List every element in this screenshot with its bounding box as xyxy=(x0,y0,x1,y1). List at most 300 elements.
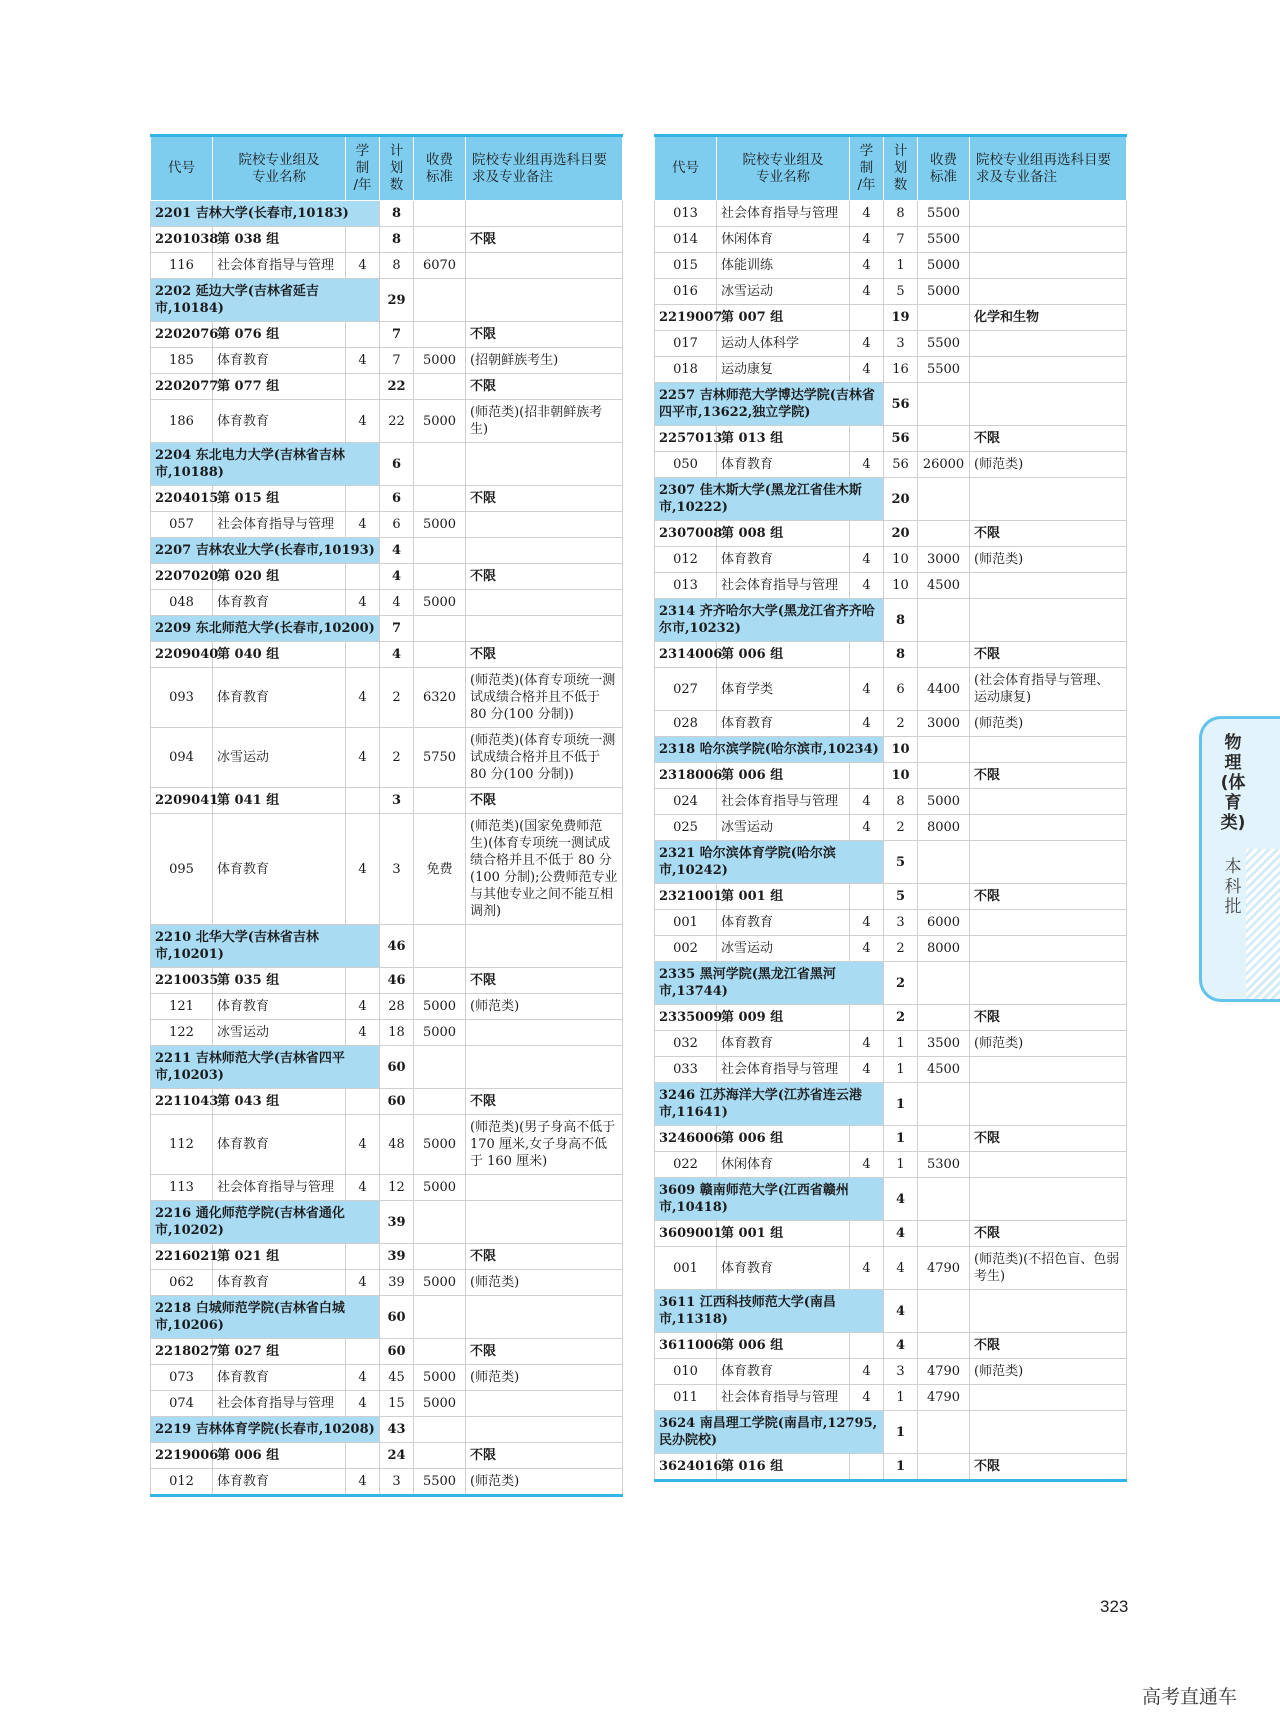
group-row xyxy=(151,968,623,994)
major-code: 093 xyxy=(151,668,213,728)
group-code: 2318006 xyxy=(655,763,717,789)
group-years xyxy=(346,322,380,348)
major-plan: 18 xyxy=(380,1020,414,1046)
major-row xyxy=(655,201,1127,227)
section-side-tab xyxy=(1199,716,1280,1002)
major-fee: 4400 xyxy=(918,668,970,711)
university-fee xyxy=(918,1290,970,1333)
university-plan: 39 xyxy=(380,1201,414,1244)
university-row xyxy=(655,599,1127,642)
group-plan: 8 xyxy=(380,227,414,253)
major-name: 体育教育 xyxy=(717,1247,850,1290)
major-name: 社会体育指导与管理 xyxy=(213,512,346,538)
major-years: 4 xyxy=(850,227,884,253)
group-name: 第 076 组 xyxy=(213,322,346,348)
university-name: 2216 通化师范学院(吉林省通化市,10202) xyxy=(151,1201,380,1244)
major-notes xyxy=(970,253,1127,279)
major-plan: 5 xyxy=(884,279,918,305)
group-years xyxy=(850,1005,884,1031)
university-row xyxy=(655,1178,1127,1221)
group-requirement: 不限 xyxy=(970,884,1127,910)
group-code: 2211043 xyxy=(151,1089,213,1115)
group-plan: 4 xyxy=(380,564,414,590)
university-plan: 7 xyxy=(380,616,414,642)
admission-table-right xyxy=(654,134,1127,1482)
major-name: 体育教育 xyxy=(717,547,850,573)
group-code: 2201038 xyxy=(151,227,213,253)
major-name: 体育学类 xyxy=(717,668,850,711)
group-years xyxy=(346,374,380,400)
group-fee xyxy=(414,1244,466,1270)
major-row xyxy=(655,815,1127,841)
group-years xyxy=(850,1454,884,1481)
major-plan: 1 xyxy=(884,1152,918,1178)
major-years: 4 xyxy=(850,1385,884,1411)
major-name: 体育教育 xyxy=(717,910,850,936)
university-row xyxy=(655,1290,1127,1333)
major-name: 社会体育指导与管理 xyxy=(213,1391,346,1417)
major-code: 025 xyxy=(655,815,717,841)
major-row xyxy=(655,279,1127,305)
major-years: 4 xyxy=(850,815,884,841)
university-row xyxy=(151,279,623,322)
major-code: 028 xyxy=(655,711,717,737)
major-notes xyxy=(970,201,1127,227)
university-fee xyxy=(414,1046,466,1089)
university-name: 2257 吉林师范大学博达学院(吉林省四平市,13622,独立学院) xyxy=(655,383,884,426)
header-years: 学 制 /年 xyxy=(850,136,884,201)
table-body xyxy=(655,201,1127,1481)
major-name: 休闲体育 xyxy=(717,1152,850,1178)
university-notes xyxy=(970,737,1127,763)
university-row xyxy=(151,1417,623,1443)
major-row xyxy=(655,253,1127,279)
university-name: 2318 哈尔滨学院(哈尔滨市,10234) xyxy=(655,737,884,763)
university-plan: 8 xyxy=(884,599,918,642)
group-name: 第 008 组 xyxy=(717,521,850,547)
major-fee: 5000 xyxy=(918,253,970,279)
major-name: 社会体育指导与管理 xyxy=(213,253,346,279)
group-row xyxy=(151,642,623,668)
university-fee xyxy=(918,1411,970,1454)
major-notes: (师范类)(不招色盲、色弱考生) xyxy=(970,1247,1127,1290)
university-name: 3246 江苏海洋大学(江苏省连云港市,11641) xyxy=(655,1083,884,1126)
group-row xyxy=(151,564,623,590)
major-years: 4 xyxy=(850,452,884,478)
major-notes: (师范类) xyxy=(970,452,1127,478)
major-years: 4 xyxy=(850,573,884,599)
university-notes xyxy=(970,1178,1127,1221)
major-row xyxy=(655,936,1127,962)
major-years: 4 xyxy=(346,1175,380,1201)
major-code: 033 xyxy=(655,1057,717,1083)
major-name: 体育教育 xyxy=(213,590,346,616)
major-row xyxy=(655,573,1127,599)
university-notes xyxy=(970,1290,1127,1333)
major-code: 013 xyxy=(655,201,717,227)
major-fee: 5000 xyxy=(414,1115,466,1175)
group-requirement: 不限 xyxy=(466,1339,623,1365)
group-name: 第 027 组 xyxy=(213,1339,346,1365)
major-plan: 2 xyxy=(884,936,918,962)
group-row xyxy=(655,642,1127,668)
major-plan: 3 xyxy=(884,331,918,357)
group-name: 第 015 组 xyxy=(213,486,346,512)
major-row xyxy=(655,1385,1127,1411)
group-code: 2202076 xyxy=(151,322,213,348)
group-years xyxy=(850,763,884,789)
major-fee: 5500 xyxy=(918,357,970,383)
header-fee: 收费 标准 xyxy=(918,136,970,201)
group-fee xyxy=(414,788,466,814)
group-plan: 4 xyxy=(884,1221,918,1247)
major-years: 4 xyxy=(346,728,380,788)
university-name: 2218 白城师范学院(吉林省白城市,10206) xyxy=(151,1296,380,1339)
university-fee xyxy=(918,962,970,1005)
group-code: 2307008 xyxy=(655,521,717,547)
group-requirement: 不限 xyxy=(970,1126,1127,1152)
header-name: 院校专业组及 专业名称 xyxy=(717,136,850,201)
major-fee: 5000 xyxy=(414,1020,466,1046)
group-requirement: 不限 xyxy=(970,1454,1127,1481)
major-years: 4 xyxy=(346,814,380,925)
major-plan: 3 xyxy=(380,1469,414,1496)
group-years xyxy=(346,564,380,590)
group-row xyxy=(655,1454,1127,1481)
group-fee xyxy=(918,426,970,452)
major-name: 体育教育 xyxy=(213,1270,346,1296)
major-fee: 5000 xyxy=(414,1365,466,1391)
major-row xyxy=(151,400,623,443)
major-name: 社会体育指导与管理 xyxy=(213,1175,346,1201)
university-notes xyxy=(466,616,623,642)
header-notes: 院校专业组再选科目要 求及专业备注 xyxy=(970,136,1127,201)
group-plan: 7 xyxy=(380,322,414,348)
group-requirement: 不限 xyxy=(466,642,623,668)
university-name: 2314 齐齐哈尔大学(黑龙江省齐齐哈尔市,10232) xyxy=(655,599,884,642)
group-row xyxy=(151,486,623,512)
major-name: 体育教育 xyxy=(213,400,346,443)
group-plan: 6 xyxy=(380,486,414,512)
major-row xyxy=(151,728,623,788)
major-notes xyxy=(466,1175,623,1201)
major-plan: 3 xyxy=(884,910,918,936)
university-name: 2307 佳木斯大学(黑龙江省佳木斯市,10222) xyxy=(655,478,884,521)
group-code: 2209040 xyxy=(151,642,213,668)
major-code: 122 xyxy=(151,1020,213,1046)
university-row xyxy=(655,478,1127,521)
university-notes xyxy=(970,841,1127,884)
major-plan: 56 xyxy=(884,452,918,478)
major-years: 4 xyxy=(850,668,884,711)
university-row xyxy=(655,962,1127,1005)
major-fee: 3500 xyxy=(918,1031,970,1057)
group-years xyxy=(346,968,380,994)
group-years xyxy=(346,1244,380,1270)
major-code: 024 xyxy=(655,789,717,815)
major-plan: 2 xyxy=(884,711,918,737)
major-plan: 3 xyxy=(884,1359,918,1385)
group-name: 第 038 组 xyxy=(213,227,346,253)
group-plan: 1 xyxy=(884,1454,918,1481)
major-name: 社会体育指导与管理 xyxy=(717,201,850,227)
major-years: 4 xyxy=(850,253,884,279)
major-code: 018 xyxy=(655,357,717,383)
major-plan: 1 xyxy=(884,253,918,279)
header-plan: 计 划 数 xyxy=(884,136,918,201)
major-years: 4 xyxy=(850,331,884,357)
major-notes xyxy=(466,512,623,538)
header-code: 代号 xyxy=(655,136,717,201)
major-plan: 10 xyxy=(884,573,918,599)
major-years: 4 xyxy=(850,357,884,383)
major-row xyxy=(151,1270,623,1296)
major-code: 017 xyxy=(655,331,717,357)
major-name: 社会体育指导与管理 xyxy=(717,1385,850,1411)
side-tab-primary: 物理(体育类) xyxy=(1220,733,1246,833)
major-notes: (师范类) xyxy=(970,711,1127,737)
group-name: 第 007 组 xyxy=(717,305,850,331)
group-row xyxy=(655,426,1127,452)
major-notes xyxy=(970,1152,1127,1178)
university-name: 2202 延边大学(吉林省延吉市,10184) xyxy=(151,279,380,322)
group-row xyxy=(151,788,623,814)
group-requirement: 不限 xyxy=(466,374,623,400)
major-years: 4 xyxy=(346,1365,380,1391)
major-years: 4 xyxy=(850,1031,884,1057)
major-name: 社会体育指导与管理 xyxy=(717,573,850,599)
major-row xyxy=(151,1391,623,1417)
major-fee: 3000 xyxy=(918,711,970,737)
major-notes xyxy=(970,279,1127,305)
group-row xyxy=(151,227,623,253)
university-notes xyxy=(466,925,623,968)
major-plan: 8 xyxy=(380,253,414,279)
group-years xyxy=(850,1126,884,1152)
major-fee: 5000 xyxy=(414,1391,466,1417)
major-code: 057 xyxy=(151,512,213,538)
group-plan: 60 xyxy=(380,1339,414,1365)
major-code: 016 xyxy=(655,279,717,305)
group-years xyxy=(850,1333,884,1359)
major-row xyxy=(655,711,1127,737)
group-years xyxy=(346,227,380,253)
group-code: 3611006 xyxy=(655,1333,717,1359)
group-code: 3624016 xyxy=(655,1454,717,1481)
major-fee: 5000 xyxy=(414,400,466,443)
major-code: 014 xyxy=(655,227,717,253)
group-fee xyxy=(414,564,466,590)
group-name: 第 043 组 xyxy=(213,1089,346,1115)
major-fee: 5000 xyxy=(918,279,970,305)
group-fee xyxy=(414,1339,466,1365)
group-plan: 10 xyxy=(884,763,918,789)
group-plan: 20 xyxy=(884,521,918,547)
major-years: 4 xyxy=(346,590,380,616)
header-years: 学 制 /年 xyxy=(346,136,380,201)
major-years: 4 xyxy=(346,1115,380,1175)
major-years: 4 xyxy=(346,1020,380,1046)
university-name: 2335 黑河学院(黑龙江省黑河市,13744) xyxy=(655,962,884,1005)
major-plan: 4 xyxy=(884,1247,918,1290)
admission-table-left xyxy=(150,134,623,1497)
university-fee xyxy=(414,1296,466,1339)
major-code: 027 xyxy=(655,668,717,711)
group-row xyxy=(655,1126,1127,1152)
group-requirement: 不限 xyxy=(466,227,623,253)
major-fee: 6320 xyxy=(414,668,466,728)
major-name: 体育教育 xyxy=(717,452,850,478)
major-row xyxy=(655,547,1127,573)
group-requirement: 不限 xyxy=(466,788,623,814)
university-fee xyxy=(918,1083,970,1126)
major-fee: 5500 xyxy=(918,331,970,357)
group-plan: 60 xyxy=(380,1089,414,1115)
major-code: 015 xyxy=(655,253,717,279)
group-plan: 19 xyxy=(884,305,918,331)
major-code: 062 xyxy=(151,1270,213,1296)
major-notes: (师范类) xyxy=(466,994,623,1020)
university-notes xyxy=(970,1411,1127,1454)
university-fee xyxy=(414,925,466,968)
group-row xyxy=(655,1005,1127,1031)
university-name: 3611 江西科技师范大学(南昌市,11318) xyxy=(655,1290,884,1333)
major-code: 012 xyxy=(151,1469,213,1496)
side-tab-secondary: 本科批 xyxy=(1224,857,1242,917)
university-fee xyxy=(414,538,466,564)
group-code: 2321001 xyxy=(655,884,717,910)
major-code: 022 xyxy=(655,1152,717,1178)
group-fee xyxy=(414,227,466,253)
header-fee: 收费 标准 xyxy=(414,136,466,201)
major-plan: 1 xyxy=(884,1385,918,1411)
group-fee xyxy=(918,521,970,547)
table-header-row xyxy=(655,136,1127,201)
university-row xyxy=(151,443,623,486)
major-name: 体育教育 xyxy=(213,1365,346,1391)
university-fee xyxy=(918,478,970,521)
group-fee xyxy=(918,1454,970,1481)
major-name: 体育教育 xyxy=(213,348,346,374)
major-name: 运动康复 xyxy=(717,357,850,383)
major-code: 010 xyxy=(655,1359,717,1385)
university-row xyxy=(151,538,623,564)
group-fee xyxy=(414,374,466,400)
group-requirement: 化学和生物 xyxy=(970,305,1127,331)
university-fee xyxy=(414,443,466,486)
major-fee: 5500 xyxy=(414,1469,466,1496)
major-code: 116 xyxy=(151,253,213,279)
major-plan: 48 xyxy=(380,1115,414,1175)
major-notes: (师范类)(男子身高不低于 170 厘米,女子身高不低于 160 厘米) xyxy=(466,1115,623,1175)
university-plan: 4 xyxy=(380,538,414,564)
group-code: 2219007 xyxy=(655,305,717,331)
group-requirement: 不限 xyxy=(466,322,623,348)
group-row xyxy=(655,305,1127,331)
major-code: 048 xyxy=(151,590,213,616)
major-fee: 6070 xyxy=(414,253,466,279)
group-years xyxy=(850,305,884,331)
group-row xyxy=(655,521,1127,547)
group-code: 3609001 xyxy=(655,1221,717,1247)
major-row xyxy=(151,512,623,538)
major-row xyxy=(151,1365,623,1391)
university-plan: 60 xyxy=(380,1046,414,1089)
major-name: 体育教育 xyxy=(213,814,346,925)
group-plan: 46 xyxy=(380,968,414,994)
major-years: 4 xyxy=(346,668,380,728)
group-name: 第 009 组 xyxy=(717,1005,850,1031)
major-name: 体能训练 xyxy=(717,253,850,279)
major-notes: (师范类) xyxy=(466,1365,623,1391)
major-fee: 6000 xyxy=(918,910,970,936)
group-name: 第 016 组 xyxy=(717,1454,850,1481)
major-row xyxy=(655,357,1127,383)
major-plan: 6 xyxy=(884,668,918,711)
major-plan: 39 xyxy=(380,1270,414,1296)
major-years: 4 xyxy=(850,1152,884,1178)
major-years: 4 xyxy=(850,279,884,305)
university-name: 2219 吉林体育学院(长春市,10208) xyxy=(151,1417,380,1443)
table-header-row xyxy=(151,136,623,201)
group-fee xyxy=(414,1089,466,1115)
major-years: 4 xyxy=(850,1057,884,1083)
university-row xyxy=(151,1201,623,1244)
university-notes xyxy=(466,1296,623,1339)
group-requirement: 不限 xyxy=(970,763,1127,789)
major-code: 094 xyxy=(151,728,213,788)
major-notes xyxy=(970,936,1127,962)
university-fee xyxy=(918,737,970,763)
major-code: 186 xyxy=(151,400,213,443)
major-row xyxy=(655,227,1127,253)
major-fee: 4790 xyxy=(918,1385,970,1411)
major-fee: 26000 xyxy=(918,452,970,478)
group-name: 第 006 组 xyxy=(717,642,850,668)
university-name: 2211 吉林师范大学(吉林省四平市,10203) xyxy=(151,1046,380,1089)
major-code: 012 xyxy=(655,547,717,573)
group-plan: 1 xyxy=(884,1126,918,1152)
university-plan: 1 xyxy=(884,1411,918,1454)
university-row xyxy=(655,1411,1127,1454)
major-row xyxy=(151,1469,623,1496)
major-name: 冰雪运动 xyxy=(213,1020,346,1046)
major-code: 032 xyxy=(655,1031,717,1057)
major-name: 社会体育指导与管理 xyxy=(717,1057,850,1083)
university-fee xyxy=(414,616,466,642)
major-row xyxy=(655,910,1127,936)
university-notes xyxy=(466,443,623,486)
major-years: 4 xyxy=(850,1359,884,1385)
group-code: 2209041 xyxy=(151,788,213,814)
major-fee: 5500 xyxy=(918,227,970,253)
major-code: 002 xyxy=(655,936,717,962)
university-plan: 43 xyxy=(380,1417,414,1443)
group-fee xyxy=(918,1333,970,1359)
group-name: 第 077 组 xyxy=(213,374,346,400)
university-plan: 1 xyxy=(884,1083,918,1126)
group-code: 2207020 xyxy=(151,564,213,590)
major-row xyxy=(655,331,1127,357)
major-plan: 7 xyxy=(884,227,918,253)
major-name: 体育教育 xyxy=(213,668,346,728)
group-fee xyxy=(918,763,970,789)
major-plan: 3 xyxy=(380,814,414,925)
major-plan: 1 xyxy=(884,1031,918,1057)
group-code: 2216021 xyxy=(151,1244,213,1270)
header-notes: 院校专业组再选科目要 求及专业备注 xyxy=(466,136,623,201)
university-fee xyxy=(414,201,466,227)
